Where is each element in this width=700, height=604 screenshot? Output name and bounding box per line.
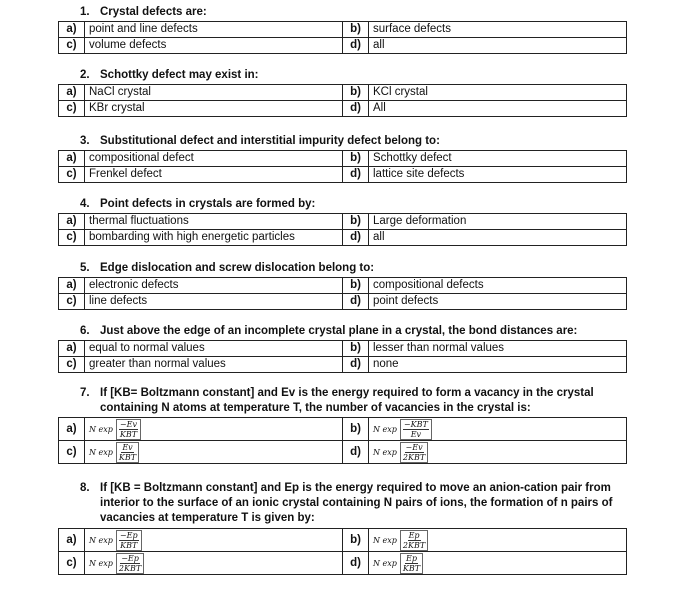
option-label: b) — [343, 529, 369, 552]
option-label: d) — [343, 101, 369, 117]
option-b[interactable]: KCl crystal — [369, 85, 627, 101]
option-c[interactable]: KBr crystal — [85, 101, 343, 117]
question-7-options — [58, 417, 627, 464]
option-c[interactable]: greater than normal values — [85, 357, 343, 373]
option-b[interactable]: Large deformation — [369, 214, 627, 230]
formula: N exp $\frac{-Ep}{\text{2KBT}}$ — [89, 553, 144, 574]
option-label: d) — [343, 357, 369, 373]
option-d[interactable]: lattice site defects — [369, 167, 627, 183]
option-label: d) — [343, 230, 369, 246]
option-a[interactable]: point and line defects — [85, 22, 343, 38]
option-d[interactable] — [369, 552, 627, 575]
option-a[interactable]: electronic defects — [85, 278, 343, 294]
option-a[interactable]: NaCl crystal — [85, 85, 343, 101]
formula: N exp $\frac{-Ev}{\text{KBT}}$ — [89, 419, 141, 440]
option-c[interactable]: Frenkel defect — [85, 167, 343, 183]
question-6-options — [58, 340, 627, 373]
option-c[interactable] — [85, 441, 343, 464]
question-7-stem: 7. If [KB= Boltzmann constant] and Ev is the energy required to form a vacancy in the crystal containing N atoms at temperature T, the number of vacancies in the crystal is: — [80, 387, 594, 414]
formula: N exp $\frac{Ep}{\text{KBT}}$ — [373, 553, 423, 574]
option-d[interactable]: all — [369, 230, 627, 246]
option-label: d) — [343, 38, 369, 54]
option-label: c) — [59, 441, 85, 464]
question-2-stem: 2. Schottky defect may exist in: — [80, 69, 259, 81]
option-label: a) — [59, 151, 85, 167]
option-a[interactable]: equal to normal values — [85, 341, 343, 357]
option-label: b) — [343, 151, 369, 167]
option-label: c) — [59, 167, 85, 183]
formula: N exp $\frac{-Ev}{\text{2KBT}}$ — [373, 442, 428, 463]
option-c[interactable]: line defects — [85, 294, 343, 310]
question-8-stem: 8. If [KB = Boltzmann constant] and Ep is the energy required to move an anion-cation pair from interior to the surface of an ionic crystal containing N pairs of ions, the formation of n pairs of vacancies at temperature T is given by: — [80, 482, 613, 524]
formula: N exp $\frac{Ep}{\text{2KBT}}$ — [373, 530, 428, 551]
option-c[interactable]: volume defects — [85, 38, 343, 54]
option-d[interactable] — [369, 441, 627, 464]
question-3-options — [58, 150, 627, 183]
formula: N exp $\frac{-Ep}{\text{KBT}}$ — [89, 530, 142, 551]
option-a[interactable]: compositional defect — [85, 151, 343, 167]
question-8-options — [58, 528, 627, 575]
option-label: a) — [59, 341, 85, 357]
option-label: d) — [343, 552, 369, 575]
option-b[interactable] — [369, 418, 627, 441]
formula: N exp $\frac{\text{−KBT}}{Ev}$ — [373, 419, 432, 440]
option-label: c) — [59, 101, 85, 117]
option-d[interactable]: none — [369, 357, 627, 373]
option-label: a) — [59, 214, 85, 230]
option-label: a) — [59, 529, 85, 552]
option-label: b) — [343, 214, 369, 230]
option-label: c) — [59, 552, 85, 575]
option-label: c) — [59, 294, 85, 310]
option-b[interactable]: Schottky defect — [369, 151, 627, 167]
option-label: c) — [59, 357, 85, 373]
question-1-options — [58, 21, 627, 54]
option-label: a) — [59, 418, 85, 441]
option-label: a) — [59, 22, 85, 38]
option-label: d) — [343, 167, 369, 183]
option-b[interactable]: lesser than normal values — [369, 341, 627, 357]
option-label: c) — [59, 38, 85, 54]
question-4-stem: 4. Point defects in crystals are formed by: — [80, 198, 316, 210]
option-b[interactable]: surface defects — [369, 22, 627, 38]
option-label: b) — [343, 85, 369, 101]
question-2-options — [58, 84, 627, 117]
option-a[interactable] — [85, 529, 343, 552]
option-d[interactable]: all — [369, 38, 627, 54]
question-5-options — [58, 277, 627, 310]
option-label: a) — [59, 278, 85, 294]
option-label: b) — [343, 22, 369, 38]
question-6-stem: 6. Just above the edge of an incomplete crystal plane in a crystal, the bond distances are: — [80, 325, 578, 337]
option-a[interactable] — [85, 418, 343, 441]
option-c[interactable] — [85, 552, 343, 575]
option-label: c) — [59, 230, 85, 246]
option-label: d) — [343, 294, 369, 310]
option-b[interactable]: compositional defects — [369, 278, 627, 294]
option-label: b) — [343, 418, 369, 441]
option-label: b) — [343, 278, 369, 294]
option-c[interactable]: bombarding with high energetic particles — [85, 230, 343, 246]
question-3-stem: 3. Substitutional defect and interstitial impurity defect belong to: — [80, 135, 440, 147]
question-5-stem: 5. Edge dislocation and screw dislocation belong to: — [80, 262, 375, 274]
option-label: a) — [59, 85, 85, 101]
option-a[interactable]: thermal fluctuations — [85, 214, 343, 230]
formula: N exp $\frac{Ev}{\text{KBT}}$ — [89, 442, 139, 463]
question-4-options — [58, 213, 627, 246]
option-label: b) — [343, 341, 369, 357]
option-d[interactable]: All — [369, 101, 627, 117]
option-b[interactable] — [369, 529, 627, 552]
question-1-stem: 1. Crystal defects are: — [80, 6, 207, 18]
option-label: d) — [343, 441, 369, 464]
option-d[interactable]: point defects — [369, 294, 627, 310]
